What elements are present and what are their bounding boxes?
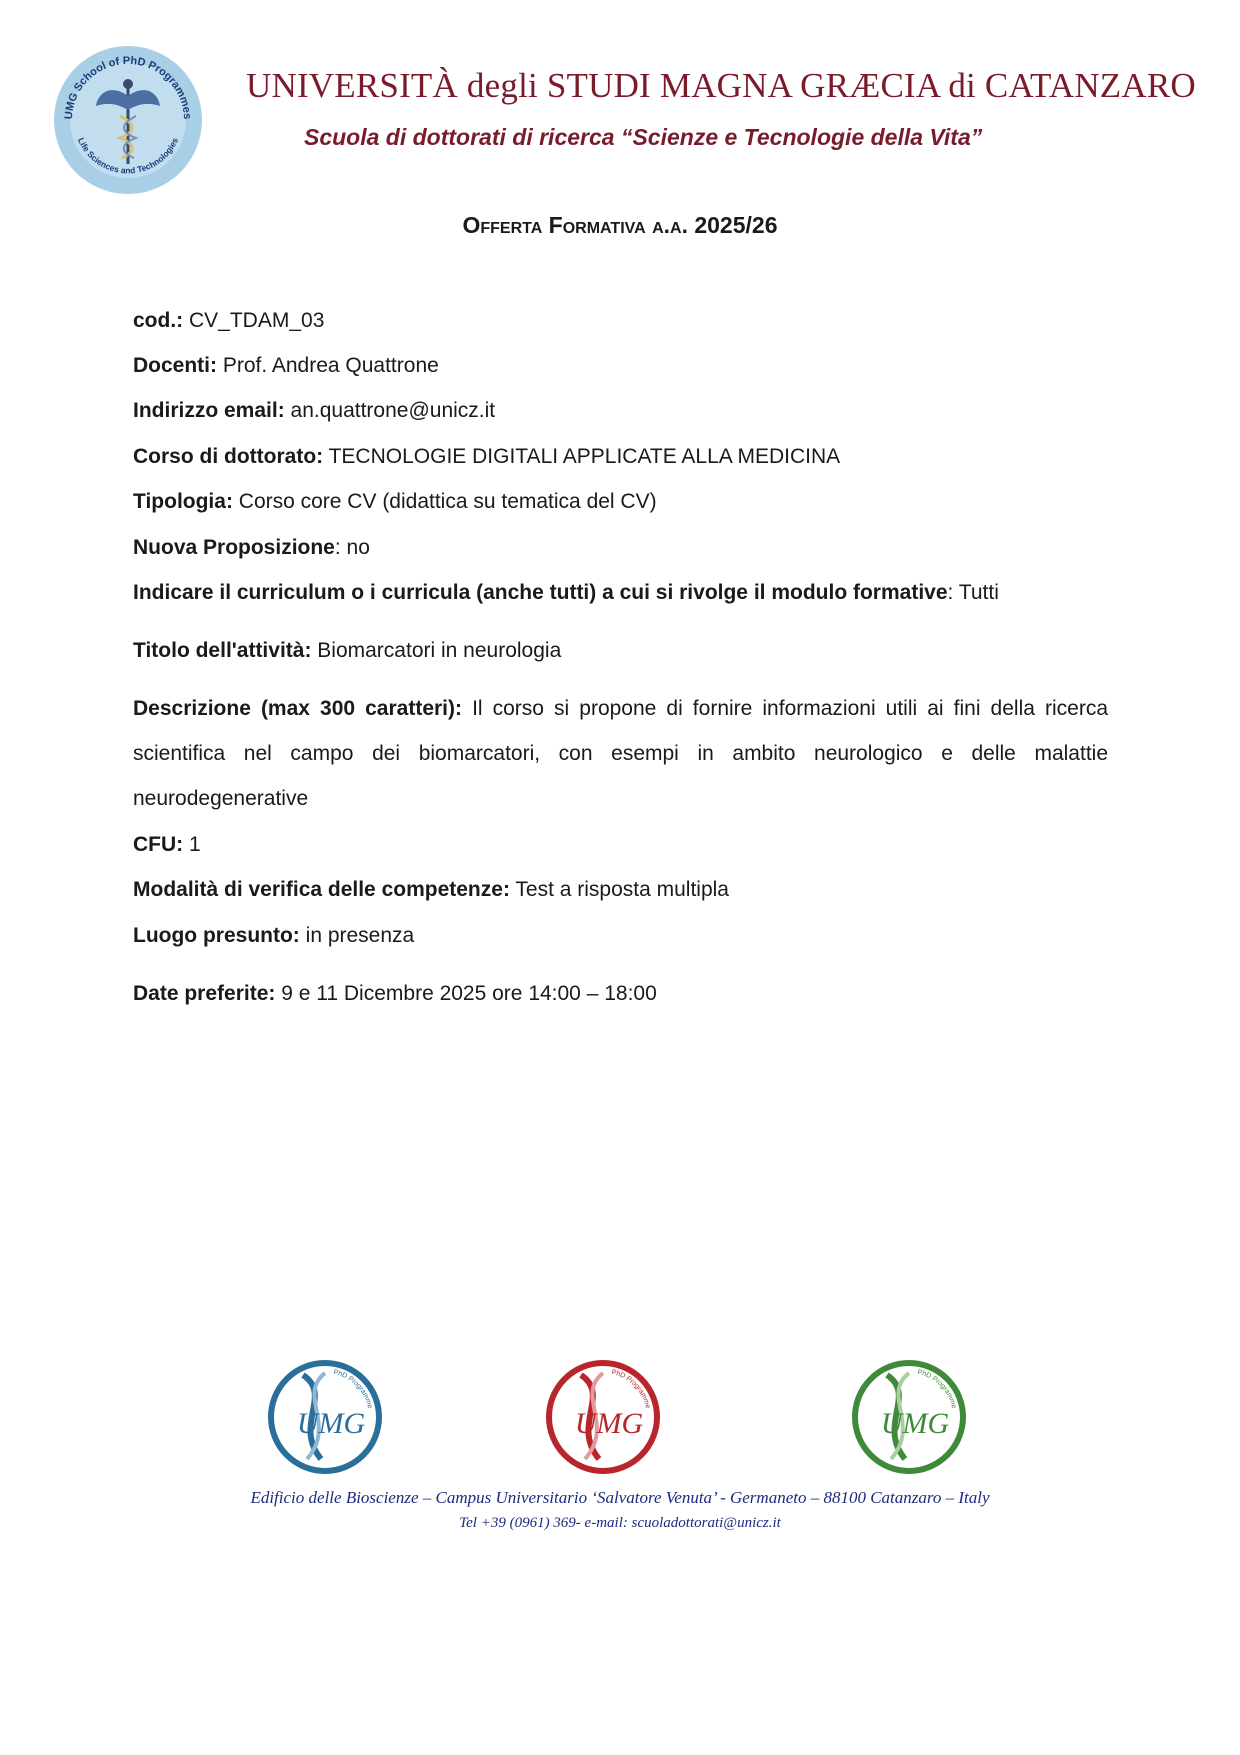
umg-school-logo — [52, 44, 204, 196]
field-label: Modalità di verifica delle competenze: — [133, 878, 510, 901]
field-descrizione — [133, 686, 1108, 821]
field-titolo — [133, 628, 1108, 674]
field-email — [133, 388, 1108, 434]
phd-logo-red — [541, 1355, 665, 1479]
field-label: Titolo dell'attività: — [133, 639, 312, 662]
svg-text:UMG School of PhD Programmes: UMG School of PhD Programmes — [62, 54, 194, 120]
field-label: Nuova Proposizione — [133, 536, 335, 559]
page-title: Offerta Formativa a.a. 2025/26 — [462, 212, 778, 238]
field-luogo — [133, 913, 1108, 959]
field-value: CV_TDAM_03 — [183, 309, 325, 332]
field-value: : no — [334, 536, 370, 559]
footer-contact: Tel +39 (0961) 369- e-mail: scuoladottorati@unicz.it — [459, 1515, 781, 1531]
field-docenti — [133, 343, 1108, 389]
field-value: 9 e 11 Dicembre 2025 ore 14:00 – 18:00 — [275, 982, 657, 1005]
field-label: cod.: — [133, 309, 184, 332]
svg-text:PhD Programme: PhD Programme — [610, 1368, 652, 1410]
field-label: Docenti: — [133, 354, 217, 377]
field-tipologia — [133, 479, 1108, 525]
field-corso — [133, 434, 1108, 480]
phd-logo-blue — [263, 1355, 387, 1479]
field-value: TECNOLOGIE DIGITALI APPLICATE ALLA MEDICINA — [323, 445, 841, 468]
field-nuova-proposizione — [133, 525, 1108, 571]
field-value: Corso core CV (didattica su tematica del CV) — [232, 490, 657, 513]
phd-logo-green — [847, 1355, 971, 1479]
school-name: Scuola di dottorati di ricerca “Scienze e Tecnologie della Vita” — [304, 124, 983, 150]
field-value: in presenza — [299, 924, 415, 947]
logo-text: UMG — [574, 1407, 644, 1440]
field-value: an.quattrone@unicz.it — [284, 399, 496, 422]
field-label: Descrizione (max 300 caratteri): — [133, 697, 462, 720]
field-value: 1 — [183, 833, 201, 856]
field-value: Test a risposta multipla — [509, 878, 729, 901]
field-value: Prof. Andrea Quattrone — [217, 354, 439, 377]
field-value: Biomarcatori in neurologia — [311, 639, 562, 662]
field-label: Indirizzo email: — [133, 399, 285, 422]
svg-text:PhD Programme: PhD Programme — [916, 1368, 958, 1410]
footer-address: Edificio delle Bioscienze – Campus Universitario ‘Salvatore Venuta’ - Germaneto – 88100 Catanzaro – Italy — [250, 1488, 990, 1507]
logo-text: UMG — [880, 1407, 950, 1440]
field-curricula — [133, 570, 1108, 616]
university-name: UNIVERSITÀ degli STUDI MAGNA GRÆCIA di CATANZARO — [246, 66, 1196, 105]
field-cfu — [133, 822, 1108, 868]
field-verifica — [133, 867, 1108, 913]
field-label: Tipologia: — [133, 490, 233, 513]
field-label: CFU: — [133, 833, 184, 856]
svg-text:Life Sciences and Technologies: Life Sciences and Technologies — [75, 136, 181, 176]
field-date — [133, 971, 1108, 1017]
field-label: Date preferite: — [133, 982, 276, 1005]
field-cod — [133, 298, 1108, 344]
field-label: Luogo presunto: — [133, 924, 300, 947]
field-label: Corso di dottorato: — [133, 445, 324, 468]
logo-text: UMG — [296, 1407, 366, 1440]
field-label: Indicare il curriculum o i curricula (anche tutti) a cui si rivolge il modulo formative — [133, 581, 948, 604]
field-value: : Tutti — [947, 581, 999, 604]
field-value: Il corso si propone di fornire informazioni utili ai fini della ricerca scientifica nel campo dei biomarcatori, con esempi in ambito neurologico e delle malattie neurodegenerative — [133, 697, 1108, 810]
svg-text:PhD Programme: PhD Programme — [332, 1368, 374, 1410]
